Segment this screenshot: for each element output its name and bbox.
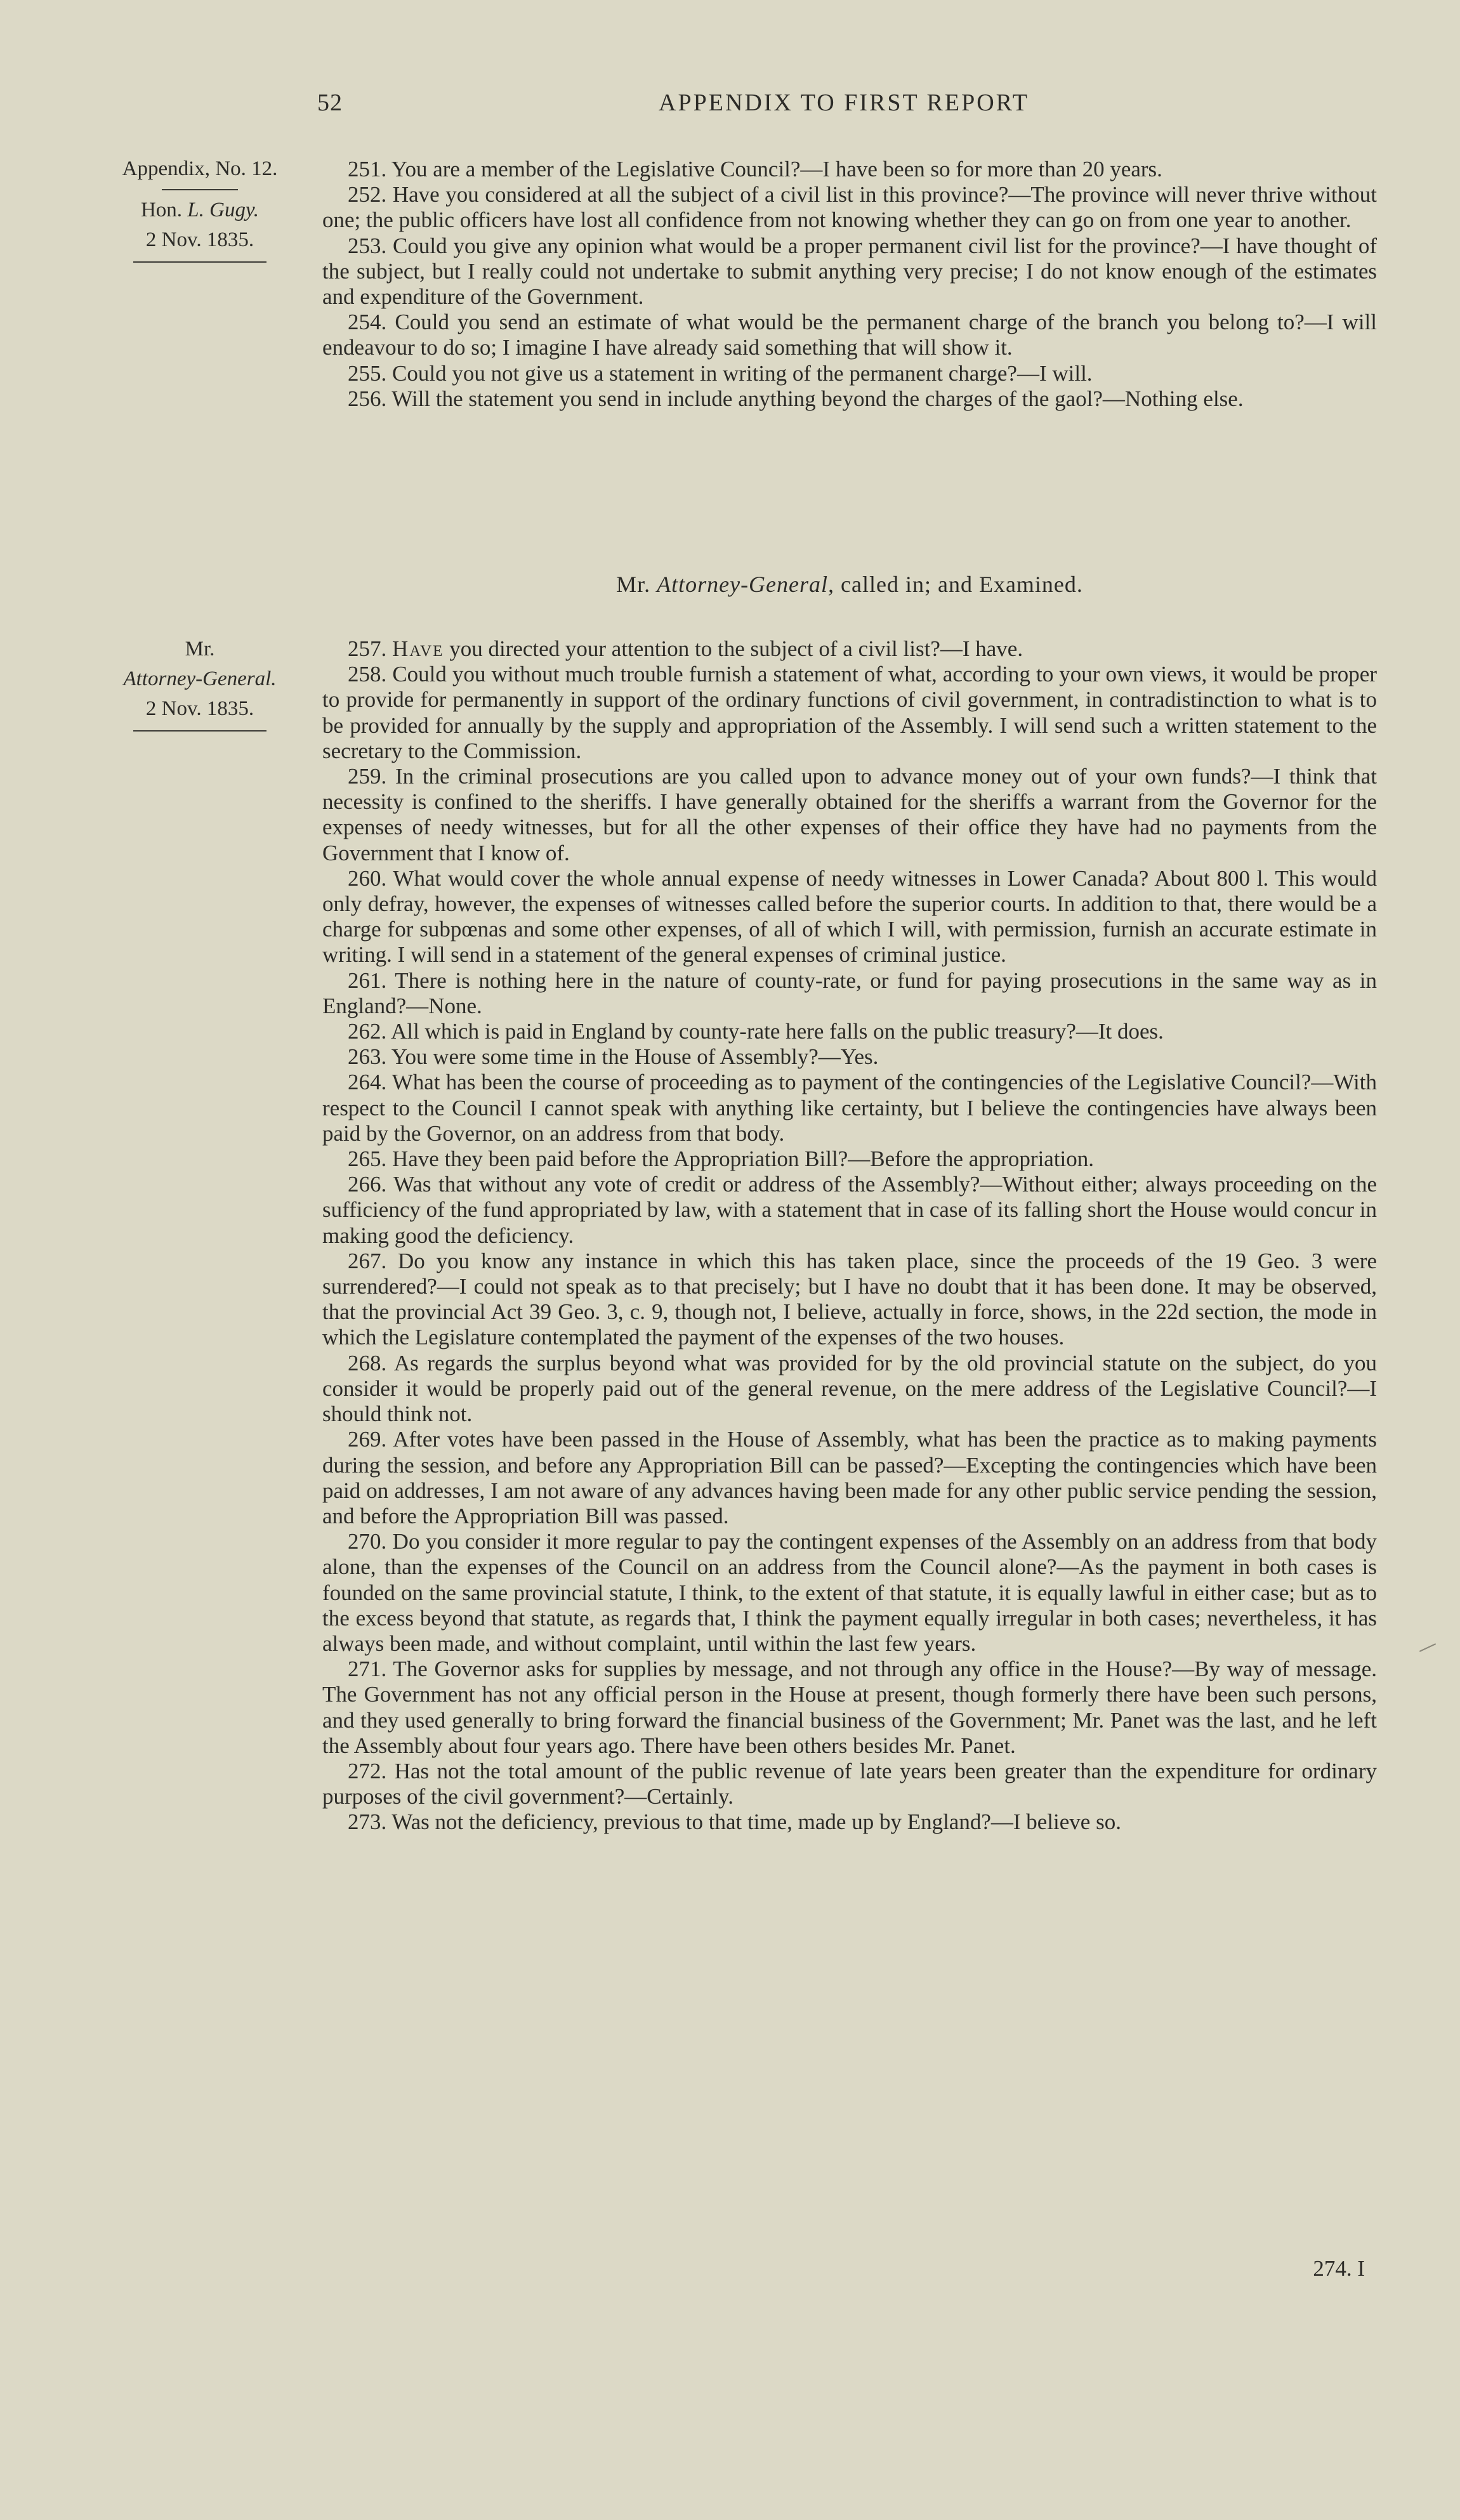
testimony-item: 262. All which is paid in England by county-rate here falls on the public treasury?—It does. xyxy=(348,1019,1164,1044)
testimony-item: 258. Could you without much trouble furnish a statement of what, according to your own views, it would be proper to provide for permanently in support of the ordinary functions of civil government, in contradistinction to what is to be provided for annually by the supply and appropriation of the Assembly. I will send such a written statement to the secretary to the Commission. xyxy=(322,662,1377,763)
margin-rule xyxy=(162,189,238,190)
testimony-item: 269. After votes have been passed in the House of Assembly, what has been the practice as to making payments during the session, and before any Appropriation Bill can be passed?—Excepting the contingencies which have been paid on addresses, I am not aware of any advances having been made for any other public service pending the session, and before the Appropriation Bill was passed. xyxy=(322,1427,1377,1528)
testimony-item: 254. Could you send an estimate of what would be the permanent charge of the branch you belong to?—I will endeavour to do so; I imagine I have already said something that will show it. xyxy=(322,310,1377,360)
examination-date: 2 Nov. 1835. xyxy=(145,697,254,720)
testimony-item: 259. In the criminal prosecutions are you called upon to advance money out of your own funds?—I think that necessity is confined to the sheriffs. I have generally obtained for the sheriffs a warrant from the Governor for the expenses of needy witnesses, but for all the other expenses of their office they have had no payments from the Government that I know of. xyxy=(322,764,1377,865)
page-number: 52 xyxy=(317,89,343,116)
testimony-item: 261. There is nothing here in the nature of county-rate, or fund for paying prosecutions in the same way as in England?—None. xyxy=(322,968,1377,1018)
testimony-item: 272. Has not the total amount of the public revenue of late years been greater than the expenditure for ordinary purposes of the civil government?—Certainly. xyxy=(322,1758,1377,1809)
testimony-item: 255. Could you not give us a statement in writing of the permanent charge?—I will. xyxy=(348,360,1093,386)
margin-note-gugy xyxy=(95,154,305,263)
section-heading xyxy=(322,571,1377,598)
examination-date: 2 Nov. 1835. xyxy=(145,228,254,251)
page-edge-mark xyxy=(1419,1643,1436,1652)
testimony-item: 263. You were some time in the House of Assembly?—Yes. xyxy=(348,1044,879,1070)
running-head: APPENDIX TO FIRST REPORT xyxy=(659,89,1029,116)
heading-suffix: called in; and Examined. xyxy=(834,572,1083,597)
testimony-item: 260. What would cover the whole annual expense of needy witnesses in Lower Canada? About 800 l. This would only defray, however, the expenses of witnesses called before the superior courts. In addition to that, there would be a charge for subpœnas and some other expenses, of all of which I will, with permission, furnish an accurate estimate in writing. I will send in a statement of the general expenses of criminal justice. xyxy=(322,865,1377,968)
testimony-item: 265. Have they been paid before the Appropriation Bill?—Before the appropriation. xyxy=(348,1146,1095,1172)
catchword: 274. I xyxy=(1313,2256,1365,2281)
testimony-item: 270. Do you consider it more regular to pay the contingent expenses of the Assembly on an address from that body alone, than the expenses of the Council on an address from the Council alone?—As the payment in both cases is founded on the same provincial statute, I think, to the extent of that statute, it is equally lawful in either case; but as to the excess beyond that statute, as regards that, I think the payment equally irregular in both cases; nevertheless, it has always been made, and without complaint, until within the last few years. xyxy=(322,1529,1377,1656)
margin-rule xyxy=(133,730,266,732)
testimony-item: 252. Have you considered at all the subject of a civil list in this province?—The province will never thrive without one; the public officers have lost all confidence from not knowing whether they can go on from one year to another. xyxy=(322,182,1377,233)
heading-name: Attorney-General, xyxy=(657,572,835,597)
testimony-item: 268. As regards the surplus beyond what was provided for by the old provincial statute on the subject, do you consider it would be properly paid out of the general revenue, on the mere address of the Legislative Council?—I should think not. xyxy=(322,1350,1377,1427)
margin-title: Mr. xyxy=(185,638,215,660)
appendix-label: Appendix, No. 12. xyxy=(122,157,278,180)
testimony-item: 256. Will the statement you send in include anything beyond the charges of the gaol?—Nothing else. xyxy=(348,386,1244,411)
margin-witness: Attorney-General. xyxy=(123,667,277,690)
witness-label xyxy=(95,195,305,225)
testimony-item: 266. Was that without any vote of credit or address of the Assembly?—Without either; always proceeding on the sufficiency of the fund appropriated by law, with a statement that in case of its falling short the House would concur in making good the deficiency. xyxy=(322,1172,1377,1248)
witness-prefix: Hon. xyxy=(140,199,188,221)
margin-note-attorney xyxy=(95,634,305,732)
item-text: you directed your attention to the subject of a civil list?—I have. xyxy=(444,636,1023,661)
testimony-item: 273. Was not the deficiency, previous to that time, made up by England?—I believe so. xyxy=(348,1809,1121,1835)
testimony-item: 271. The Governor asks for supplies by message, and not through any office in the House?—By way of message. The Government has not any official person in the House at present, though formerly there have been such persons, and they used generally to bring forward the financial business of the Government; Mr. Panet was the last, and he left the Assembly about four years ago. There have been others besides Mr. Panet. xyxy=(322,1657,1377,1758)
heading-prefix: Mr. xyxy=(616,572,657,597)
gugy-testimony xyxy=(322,157,1377,412)
attorney-testimony xyxy=(322,636,1377,1835)
testimony-item: 264. What has been the course of proceeding as to payment of the contingencies of the Legislative Council?—With respect to the Council I cannot speak with anything like certainty, but I believe the contingencies have always been paid by the Governor, on an address from that body. xyxy=(322,1070,1377,1146)
testimony-item: 251. You are a member of the Legislative Council?—I have been so for more than 20 years. xyxy=(348,157,1162,181)
item-first-word: Have xyxy=(392,636,444,661)
testimony-item xyxy=(322,636,1377,662)
witness-name: L. Gugy. xyxy=(187,199,260,221)
margin-rule xyxy=(133,261,266,263)
testimony-item: 253. Could you give any opinion what would be a proper permanent civil list for the province?—I have thought of the subject, but I really could not undertake to submit anything very precise; I do not know enough of the estimates and expenditure of the Government. xyxy=(322,233,1377,310)
item-number: 257. xyxy=(348,636,392,661)
testimony-item: 267. Do you know any instance in which this has taken place, since the proceeds of the 19 Geo. 3 were surrendered?—I could not speak as to that precisely; but I have no doubt that it has been done. It may be observed, that the provincial Act 39 Geo. 3, c. 9, though not, I believe, actually in force, shows, in the 22d section, the mode in which the Legislature contemplated the payment of the expenses of the two houses. xyxy=(322,1248,1377,1350)
